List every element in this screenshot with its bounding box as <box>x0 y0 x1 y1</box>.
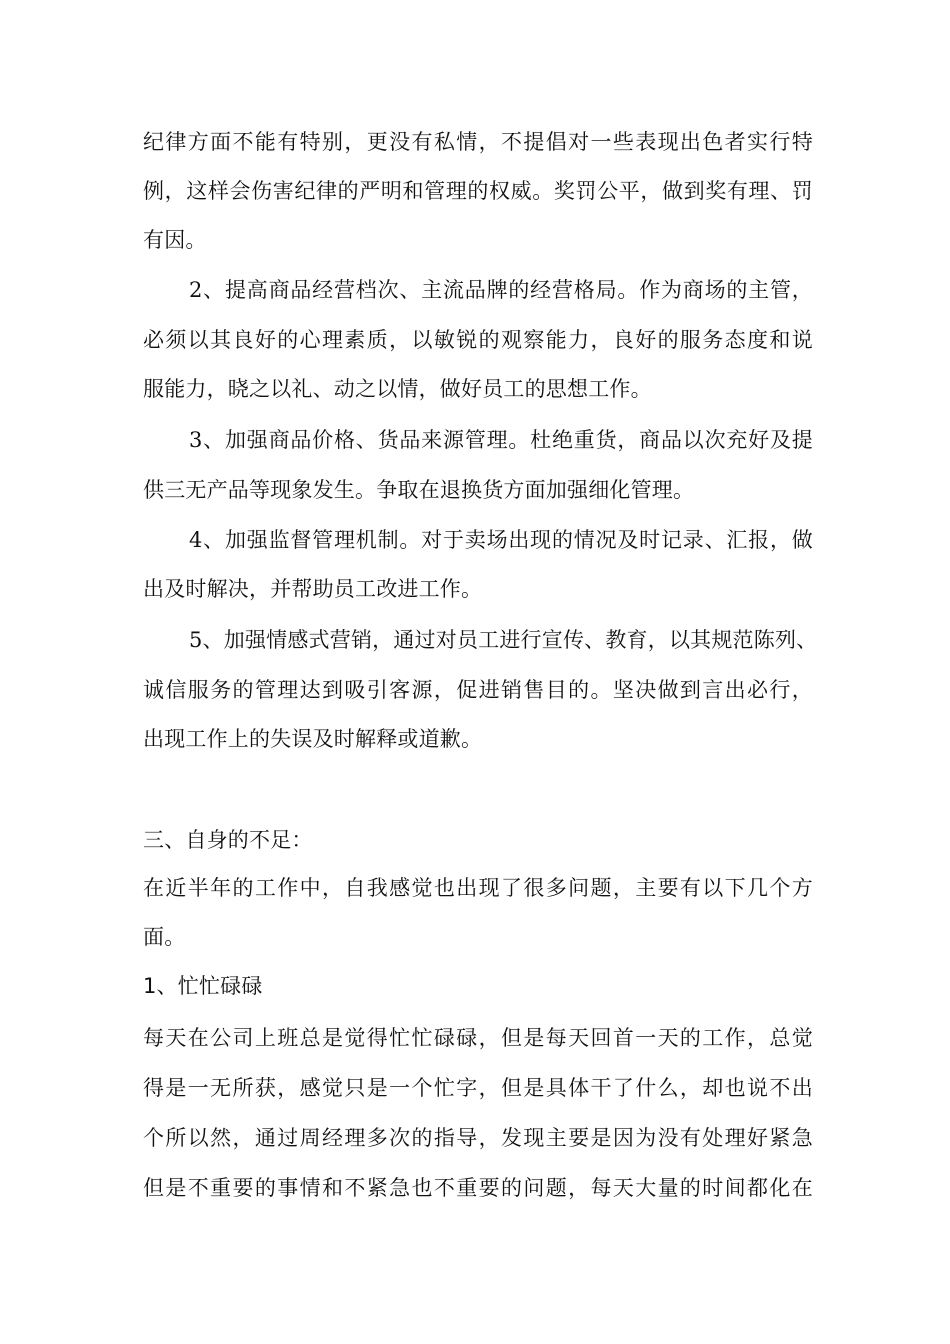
section-intro-line: 在近半年的工作中，自我感觉也出现了很多问题，主要有以下几个方 <box>143 876 813 900</box>
body-line: 个所以然，通过周经理多次的指导，发现主要是因为没有处理好紧急 <box>143 1126 813 1150</box>
section-intro-line: 面。 <box>143 925 186 949</box>
list-item-5-line: 诚信服务的管理达到吸引客源，促进销售目的。坚决做到言出必行， <box>143 678 813 702</box>
list-item-2-line: 2、提高商品经营档次、主流品牌的经营格局。作为商场的主管， <box>189 278 813 302</box>
body-line: 得是一无所获，感觉只是一个忙字，但是具体干了什么，却也说不出 <box>143 1076 813 1100</box>
list-item-3-line: 供三无产品等现象发生。争取在退换货方面加强细化管理。 <box>143 478 695 502</box>
list-item-5-line: 出现工作上的失误及时解释或道歉。 <box>143 727 483 751</box>
list-item-5-line: 5、加强情感式营销，通过对员工进行宣传、教育，以其规范陈列、 <box>189 628 818 652</box>
list-item-2-line: 服能力，晓之以礼、动之以情，做好员工的思想工作。 <box>143 377 652 401</box>
subheading: 1、忙忙碌碌 <box>143 974 263 998</box>
body-line: 但是不重要的事情和不紧急也不重要的问题，每天大量的时间都化在 <box>143 1176 813 1200</box>
paragraph-line: 例，这样会伤害纪律的严明和管理的权威。奖罚公平，做到奖有理、罚 <box>143 179 813 203</box>
list-item-2-line: 必须以其良好的心理素质，以敏锐的观察能力，良好的服务态度和说 <box>143 328 813 352</box>
section-heading: 三、自身的不足： <box>143 828 313 852</box>
list-item-4-line: 4、加强监督管理机制。对于卖场出现的情况及时记录、汇报，做 <box>189 528 813 552</box>
list-item-4-line: 出及时解决，并帮助员工改进工作。 <box>143 577 483 601</box>
list-item-3-line: 3、加强商品价格、货品来源管理。杜绝重货，商品以次充好及提 <box>189 428 813 452</box>
paragraph-line: 有因。 <box>143 228 207 252</box>
paragraph-line: 纪律方面不能有特别，更没有私情，不提倡对一些表现出色者实行特 <box>143 130 813 154</box>
body-line: 每天在公司上班总是觉得忙忙碌碌，但是每天回首一天的工作，总觉 <box>143 1026 813 1050</box>
